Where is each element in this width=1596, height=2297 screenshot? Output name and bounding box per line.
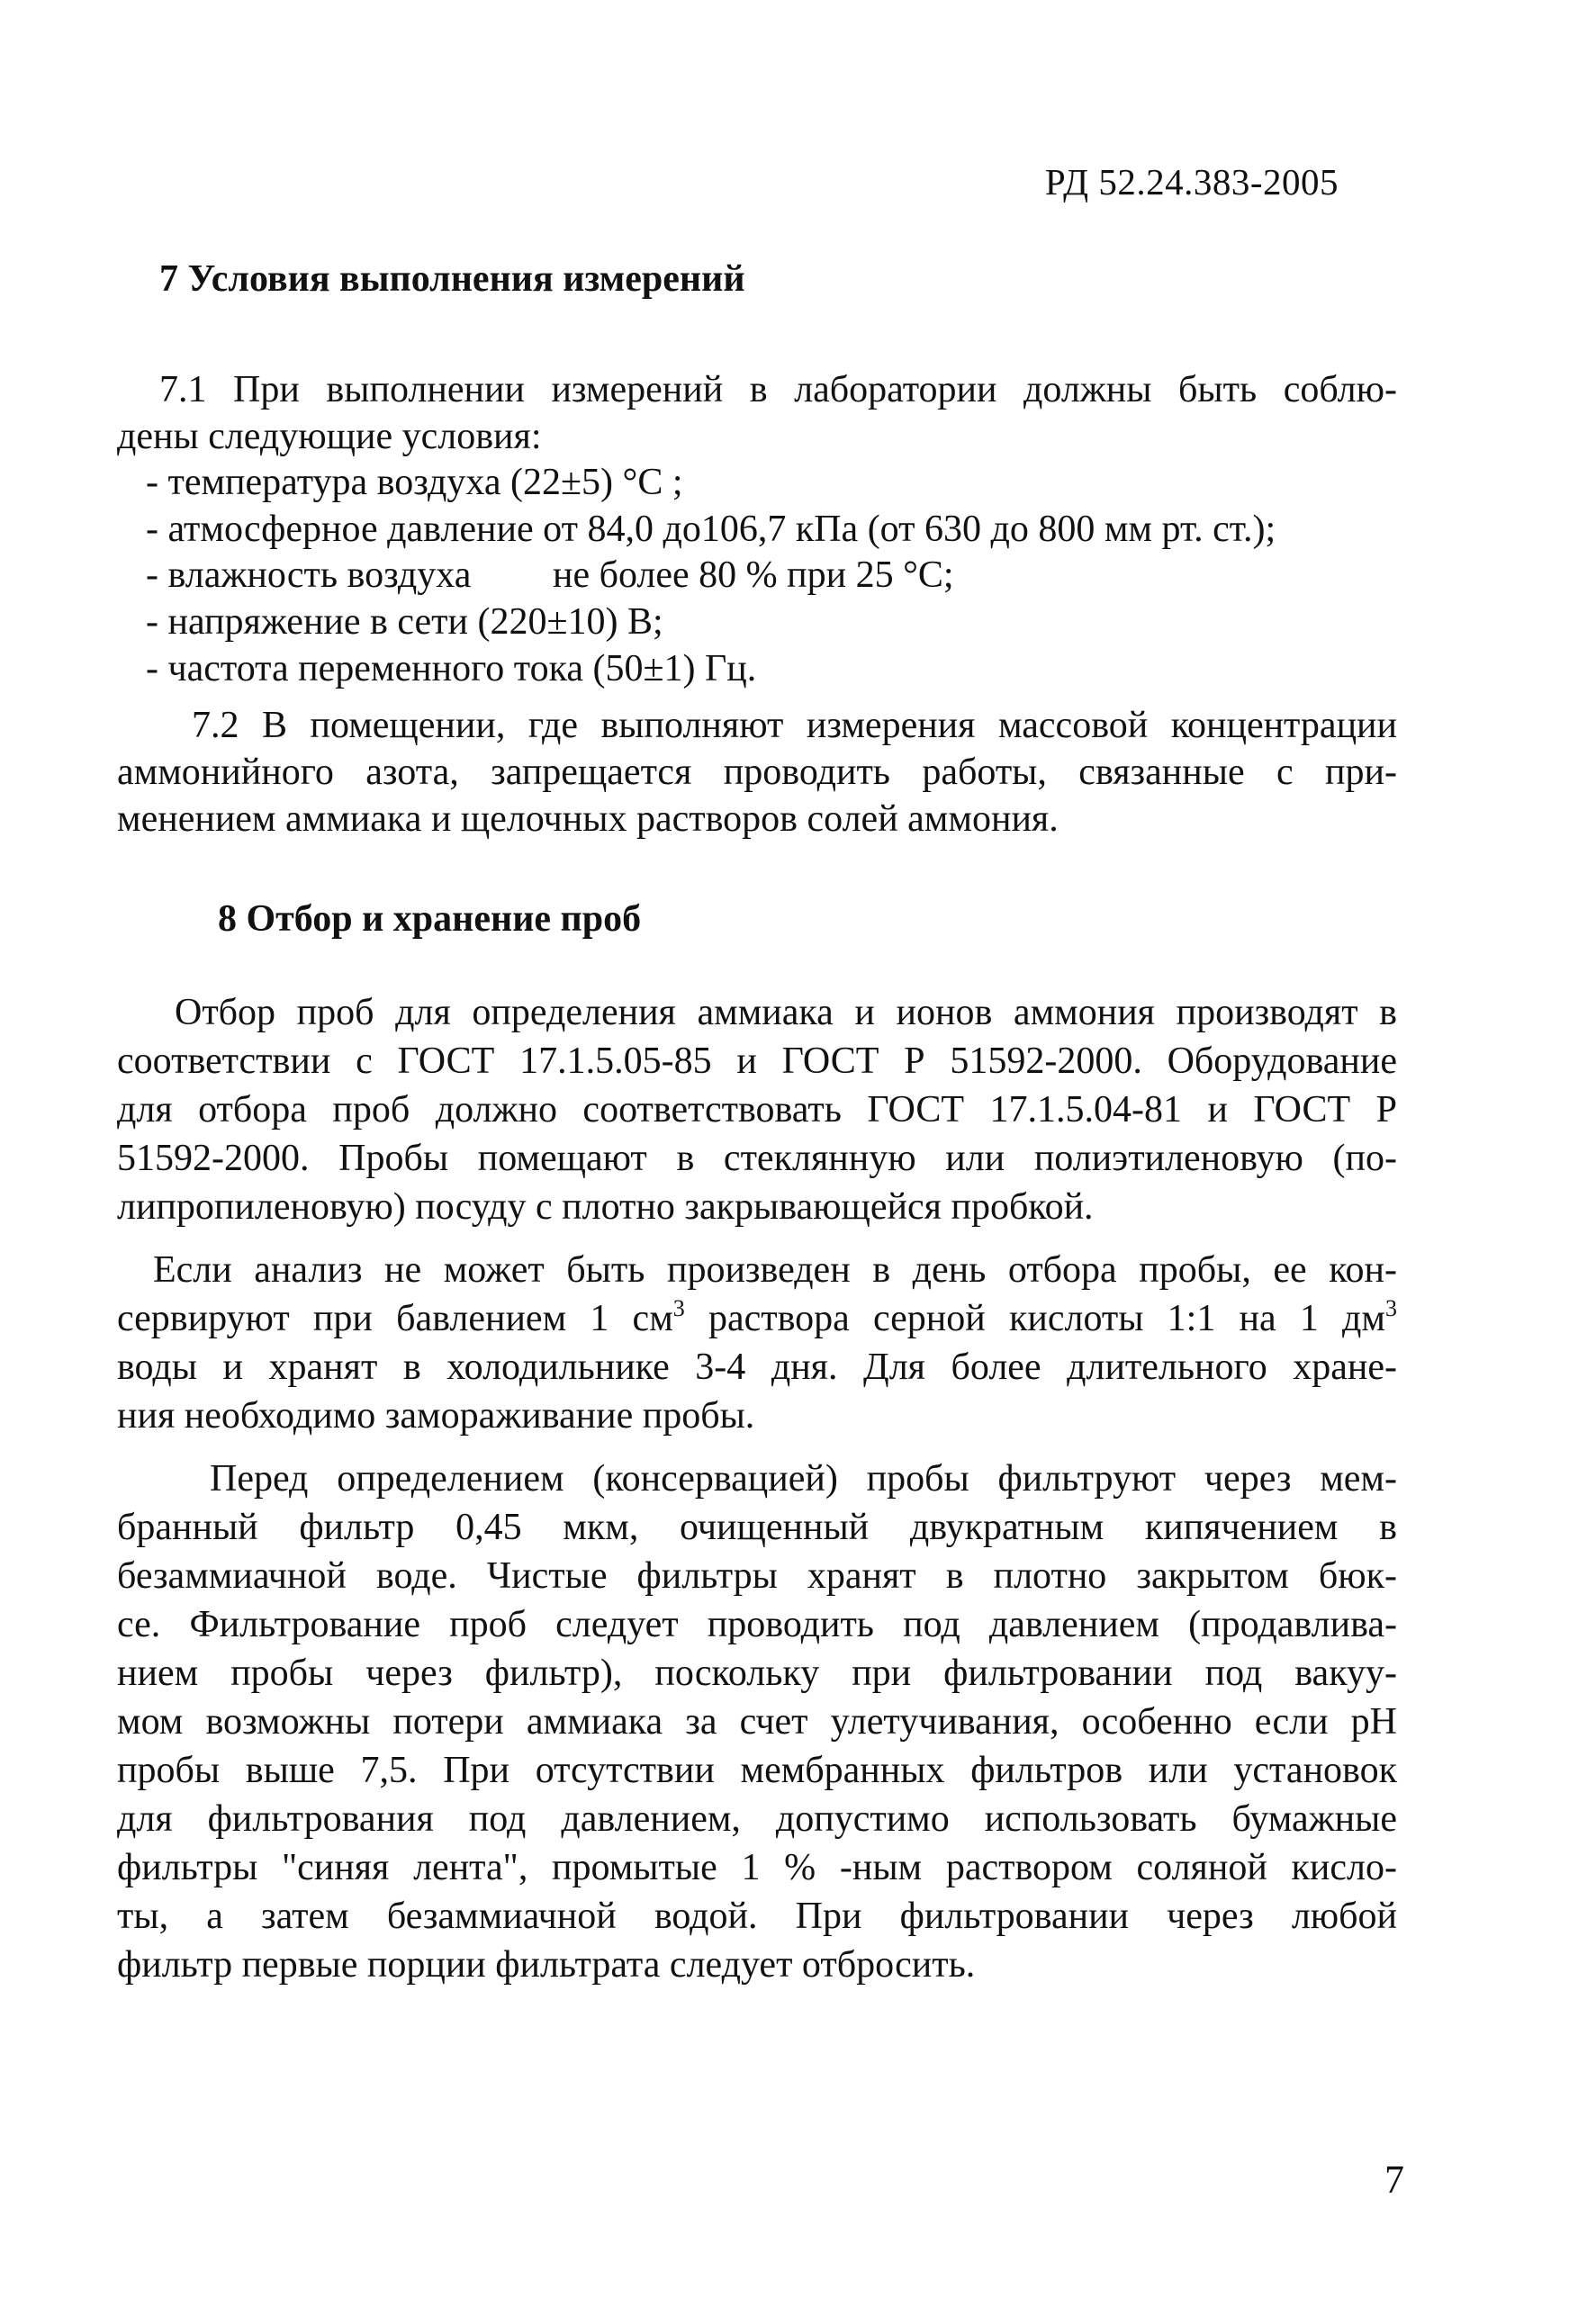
text-line: ты, а затем безаммиачной водой. При фильтровании через любой (117, 1896, 1397, 1937)
text-line: для фильтрования под давлением, допустимо использовать бумажные (117, 1798, 1397, 1840)
text-line: дены следующие условия: (117, 416, 542, 457)
text-line-with-units (117, 1295, 1398, 1339)
text-line: мом возможны потери аммиака за счет улетучивания, особенно если рН (117, 1701, 1397, 1743)
text-line: аммонийного азота, запрещается проводить работы, связанные с при- (117, 752, 1397, 793)
text-fragment: сервируют при бавлением 1 см (117, 1298, 673, 1339)
text-line: пробы выше 7,5. При отсутствии мембранных фильтров или установок (117, 1750, 1397, 1791)
text-line: 7.2 В помещении, где выполняют измерения массовой концентрации (192, 705, 1397, 746)
text-line: Отбор проб для определения аммиака и ионов аммония производят в (175, 992, 1397, 1033)
text-line: для отбора проб должно соответствовать ГОСТ 17.1.5.04-81 и ГОСТ Р (117, 1089, 1397, 1130)
text-line: Перед определением (консервацией) пробы фильтруют через мем- (210, 1458, 1397, 1500)
condition-pressure: - атмосферное давление от 84,0 до106,7 кПа (от 630 до 800 мм рт. ст.); (146, 509, 1276, 550)
text-line: фильтры "синяя лента", промытые 1 % -ным раствором соляной кисло- (117, 1847, 1397, 1888)
condition-frequency: - частота переменного тока (50±1) Гц. (146, 648, 757, 689)
text-line: фильтр первые порции фильтрата следует отбросить. (117, 1944, 976, 1986)
condition-humidity-label: - влажность воздуха (146, 554, 472, 596)
text-line: липропиленовую) посуду с плотно закрывающейся пробкой. (117, 1186, 1094, 1228)
section-7-heading: 7 Условия выполнения измерений (159, 258, 745, 300)
text-line: безаммиачной воде. Чистые фильтры хранят в плотно закрытом бюк- (117, 1555, 1397, 1597)
text-line: 51592-2000. Пробы помещают в стеклянную или полиэтиленовую (по- (117, 1138, 1397, 1179)
superscript: 3 (672, 1295, 685, 1321)
page-number: 7 (1384, 2157, 1404, 2202)
condition-temperature: - температура воздуха (22±5) °С ; (146, 462, 683, 503)
text-line: се. Фильтрование проб следует проводить под давлением (продавлива- (117, 1604, 1397, 1645)
text-fragment: раствора серной кислоты 1:1 на 1 дм (684, 1298, 1386, 1339)
condition-voltage: - напряжение в сети (220±10) В; (146, 601, 663, 643)
text-line: нием пробы через фильтр), поскольку при фильтровании под вакуу- (117, 1653, 1397, 1694)
condition-humidity-value: не более 80 % при 25 °С; (553, 554, 954, 596)
text-line: менением аммиака и щелочных растворов солей аммония. (117, 798, 1059, 840)
superscript: 3 (1385, 1295, 1398, 1321)
text-line: соответствии с ГОСТ 17.1.5.05-85 и ГОСТ Р 51592-2000. Оборудование (117, 1040, 1397, 1082)
text-line: 7.1 При выполнении измерений в лаборатории должны быть соблю- (159, 369, 1397, 410)
document-code: РД 52.24.383-2005 (1044, 161, 1339, 203)
text-line: ния необходимо замораживание пробы. (117, 1395, 755, 1437)
text-line: воды и хранят в холодильнике 3-4 дня. Для более длительного хране- (117, 1347, 1397, 1388)
section-8-heading: 8 Отбор и хранение проб (218, 898, 642, 940)
text-line: Если анализ не может быть произведен в день отбора пробы, ее кон- (153, 1249, 1397, 1291)
text-line: бранный фильтр 0,45 мкм, очищенный двукратным кипячением в (117, 1507, 1397, 1548)
